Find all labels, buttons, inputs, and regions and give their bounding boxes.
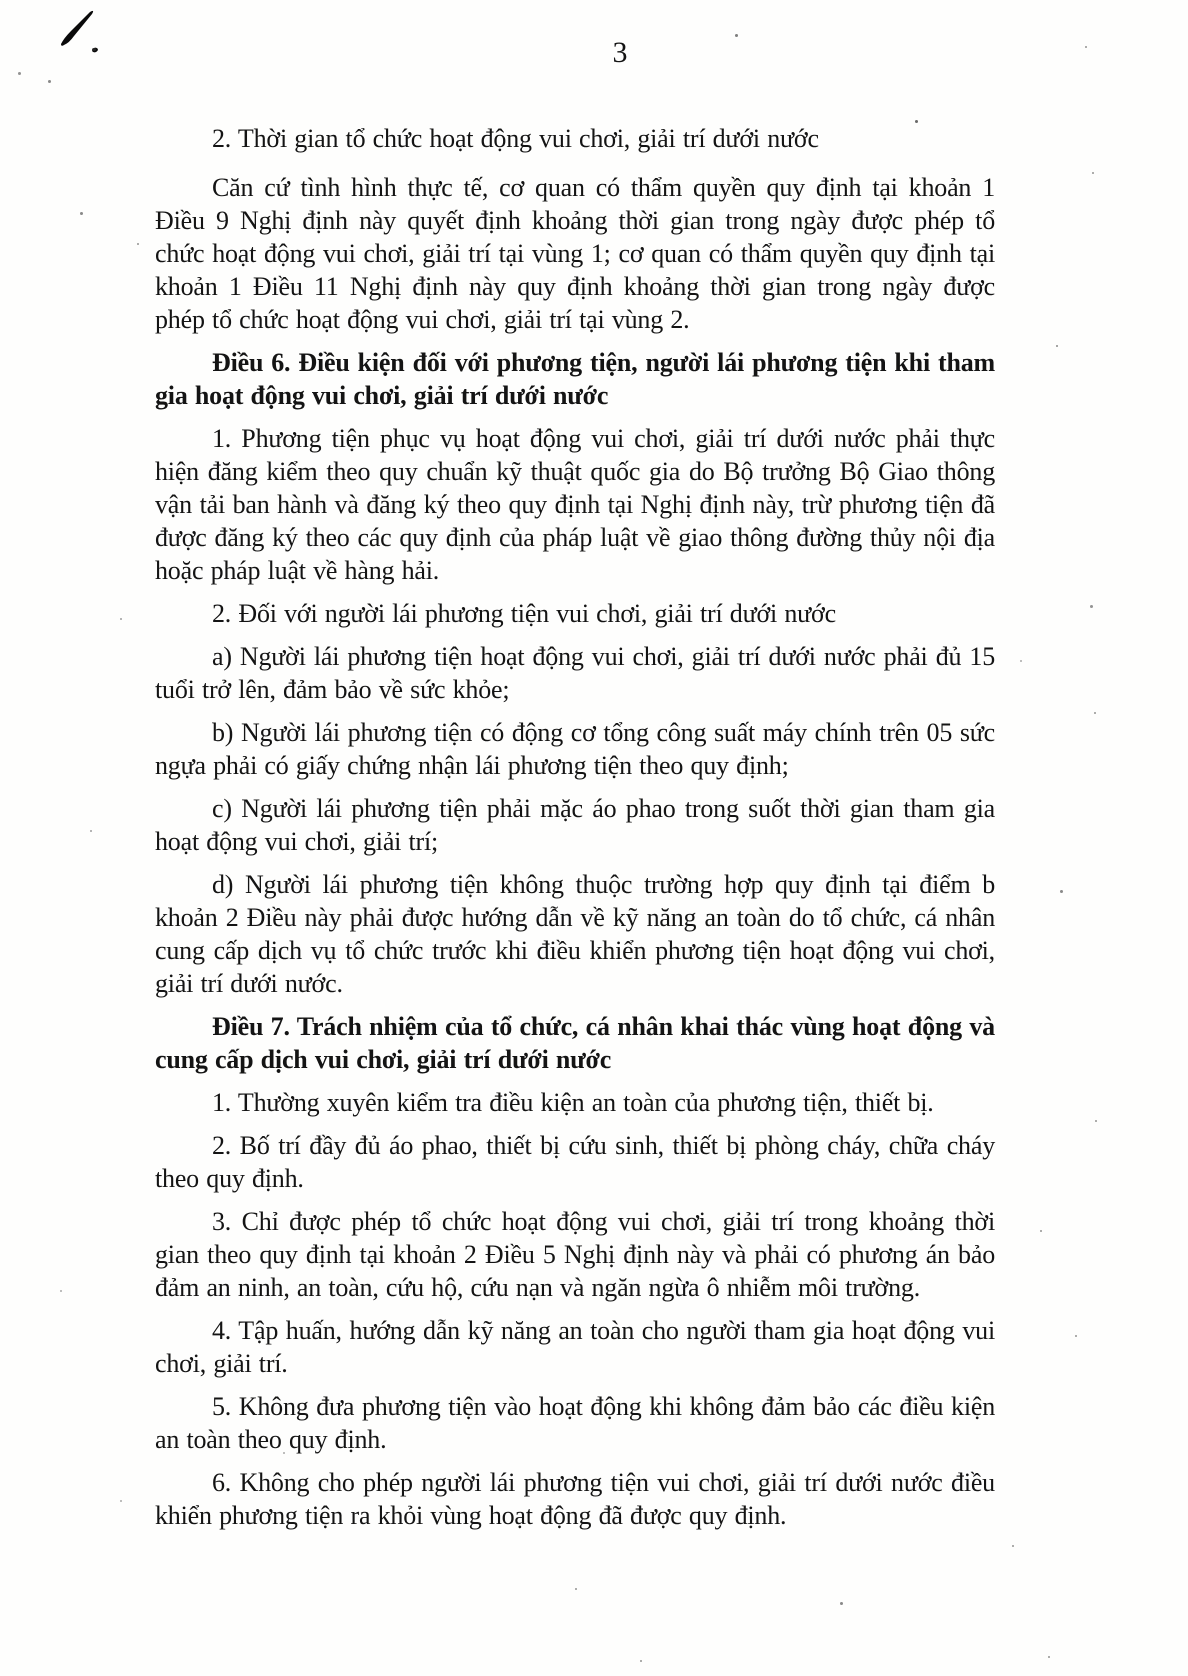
scan-speck: [1095, 1120, 1097, 1122]
scan-speck: [1012, 1545, 1014, 1547]
paragraph-dieu7-item-4: 4. Tập huấn, hướng dẫn kỹ năng an toàn cho người tham gia hoạt động vui chơi, giải trí.: [155, 1316, 995, 1378]
scan-speck: [60, 1290, 62, 1292]
paragraph-dieu6-clause-2: 2. Đối với người lái phương tiện vui chơi, giải trí dưới nước: [212, 599, 836, 628]
document-body: [155, 122, 995, 1542]
scan-speck: [1060, 890, 1063, 893]
scan-speck: [1090, 605, 1093, 608]
paragraph-dieu7-item-1: 1. Thường xuyên kiểm tra điều kiện an toàn của phương tiện, thiết bị.: [212, 1088, 934, 1117]
heading-dieu-6: Điều 6. Điều kiện đối với phương tiện, người lái phương tiện khi tham gia hoạt động vui chơi, giải trí dưới nước: [155, 348, 995, 410]
paragraph-point-b: b) Người lái phương tiện có động cơ tổng công suất máy chính trên 05 sức ngựa phải có giấy chứng nhận lái phương tiện theo quy định;: [155, 718, 995, 780]
scan-speck: [840, 1602, 843, 1605]
heading-dieu-7: Điều 7. Trách nhiệm của tổ chức, cá nhân khai thác vùng hoạt động và cung cấp dịch vui chơi, giải trí dưới nước: [155, 1012, 995, 1074]
scan-speck: [1094, 712, 1096, 714]
paragraph-point-a: a) Người lái phương tiện hoạt động vui chơi, giải trí dưới nước phải đủ 15 tuổi trở lên, đảm bảo về sức khỏe;: [155, 642, 995, 704]
paragraph-dieu7-item-5: 5. Không đưa phương tiện vào hoạt động khi không đảm bảo các điều kiện an toàn theo quy định.: [155, 1392, 995, 1454]
paragraph-point-c: c) Người lái phương tiện phải mặc áo phao trong suốt thời gian tham gia hoạt động vui chơi, giải trí;: [155, 794, 995, 856]
scan-speck: [80, 212, 83, 215]
scan-speck: [575, 1588, 577, 1590]
scan-speck: [1085, 46, 1087, 48]
scan-speck: [120, 618, 122, 620]
scan-speck: [120, 1500, 122, 1502]
scan-speck: [1040, 1230, 1042, 1232]
scan-speck: [18, 72, 21, 75]
page-number: 3: [612, 36, 628, 69]
scan-speck: [640, 1660, 642, 1662]
scan-speck: [1092, 172, 1094, 174]
scan-speck: [1056, 345, 1058, 347]
scan-speck: [1020, 660, 1022, 662]
scan-speck: [137, 243, 139, 245]
scan-speck: [1075, 1335, 1077, 1337]
paragraph-dieu7-item-2: 2. Bố trí đầy đủ áo phao, thiết bị cứu sinh, thiết bị phòng cháy, chữa cháy theo quy định.: [155, 1131, 995, 1193]
paragraph-dieu7-item-6: 6. Không cho phép người lái phương tiện vui chơi, giải trí dưới nước điều khiển phương tiện ra khỏi vùng hoạt động đã được quy định.: [155, 1468, 995, 1530]
ink-mark: [52, 4, 122, 64]
scan-speck: [1048, 1656, 1050, 1658]
scan-speck: [90, 830, 92, 832]
paragraph-clause-2-time: 2. Thời gian tổ chức hoạt động vui chơi, giải trí dưới nước: [212, 124, 819, 153]
scan-speck: [48, 80, 51, 83]
paragraph-can-cu: Căn cứ tình hình thực tế, cơ quan có thẩm quyền quy định tại khoản 1 Điều 9 Nghị định này quyết định khoảng thời gian trong ngày được phép tổ chức hoạt động vui chơi, giải trí tại vùng 1; cơ quan có thẩm quyền quy định tại khoản 1 Điều 11 Nghị định này quy định khoảng thời gian trong ngày được phép tổ chức hoạt động vui chơi, giải trí tại vùng 2.: [155, 173, 995, 334]
paragraph-dieu6-clause-1: 1. Phương tiện phục vụ hoạt động vui chơi, giải trí dưới nước phải thực hiện đăng kiểm theo quy chuẩn kỹ thuật quốc gia do Bộ trưởng Bộ Giao thông vận tải ban hành và đăng ký theo quy định tại Nghị định này, trừ phương tiện đã được đăng ký theo các quy định của pháp luật về giao thông đường thủy nội địa hoặc pháp luật về hàng hải.: [155, 424, 995, 585]
paragraph-point-d: d) Người lái phương tiện không thuộc trường hợp quy định tại điểm b khoản 2 Điều này phải được hướng dẫn về kỹ năng an toàn do tổ chức, cá nhân cung cấp dịch vụ tổ chức trước khi điều khiển phương tiện hoạt động vui chơi, giải trí dưới nước.: [155, 870, 995, 998]
paragraph-dieu7-item-3: 3. Chỉ được phép tổ chức hoạt động vui chơi, giải trí trong khoảng thời gian theo quy định tại khoản 2 Điều 5 Nghị định này và phải có phương án bảo đảm an ninh, an toàn, cứu hộ, cứu nạn và ngăn ngừa ô nhiễm môi trường.: [155, 1207, 995, 1302]
scan-speck: [735, 34, 738, 37]
